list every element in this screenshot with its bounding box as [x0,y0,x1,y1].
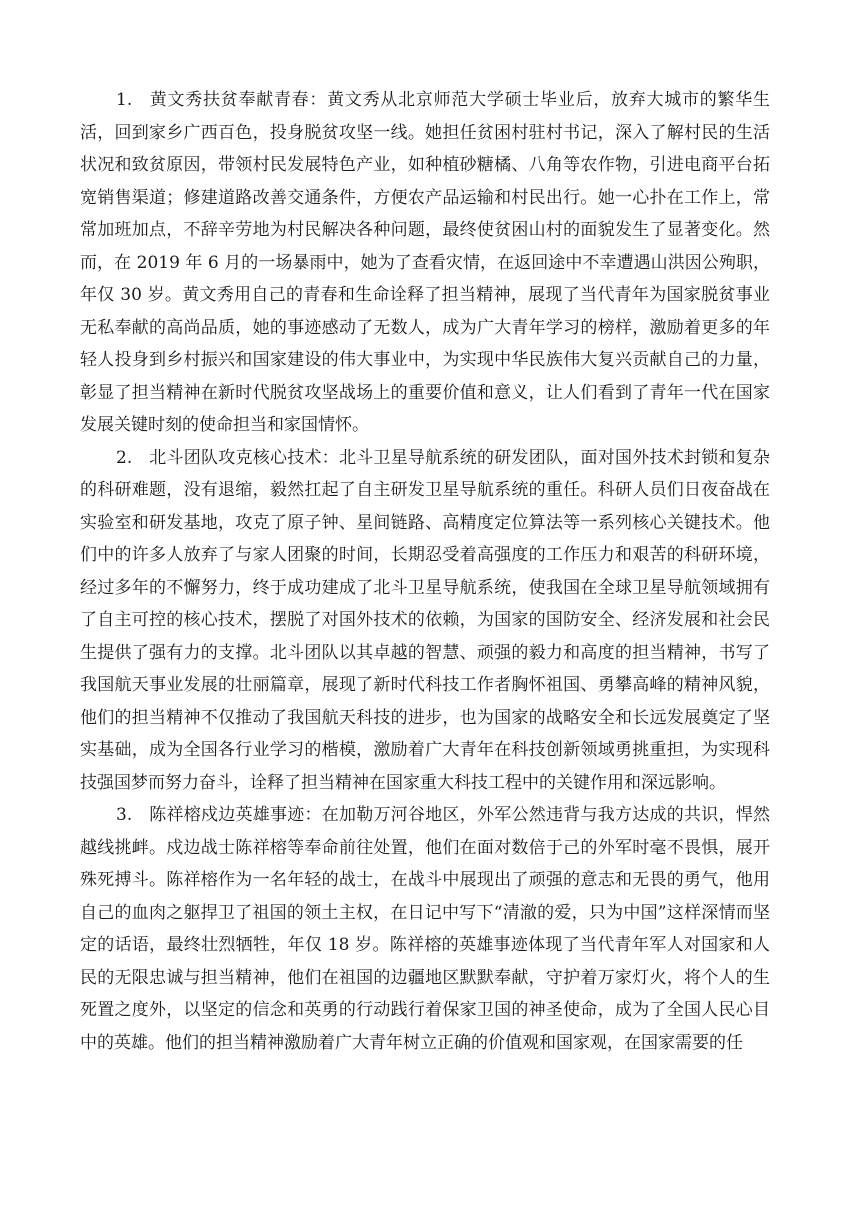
paragraph-3 [80,799,770,1059]
paragraph-1 [80,84,770,442]
document-page [80,84,770,1059]
paragraph-number: 3. [116,805,133,825]
paragraph-text: 黄文秀扶贫奉献青春：黄文秀从北京师范大学硕士毕业后，放弃大城市的繁华生活，回到家乡广西百色，投身脱贫攻坚一线。她担任贫困村驻村书记，深入了解村民的生活状况和致贫原因，带领村民发展特色产业，如种植砂糖橘、八角等农作物，引进电商平台拓宽销售渠道；修建道路改善交通条件，方便农产品运输和村民出行。她一心扑在工作上，常常加班加点，不辞辛劳地为村民解决各种问题，最终使贫困山村的面貌发生了显著变化。然而，在 2019 年 6 月的一场暴雨中，她为了查看灾情，在返回途中不幸遭遇山洪因公殉职，年仅 30 岁。黄文秀用自己的青春和生命诠释了担当精神，展现了当代青年为国家脱贫事业无私奉献的高尚品质，她的事迹感动了无数人，成为广大青年学习的榜样，激励着更多的年轻人投身到乡村振兴和国家建设的伟大事业中，为实现中华民族伟大复兴贡献自己的力量，彰显了担当精神在新时代脱贫攻坚战场上的重要价值和意义，让人们看到了青年一代在国家发展关键时刻的使命担当和家国情怀。 [80,90,770,435]
paragraph-number: 1. [116,90,133,110]
paragraph-2 [80,442,770,800]
paragraph-text: 北斗团队攻克核心技术：北斗卫星导航系统的研发团队，面对国外技术封锁和复杂的科研难题，没有退缩，毅然扛起了自主研发卫星导航系统的重任。科研人员们日夜奋战在实验室和研发基地，攻克了原子钟、星间链路、高精度定位算法等一系列核心关键技术。他们中的许多人放弃了与家人团聚的时间，长期忍受着高强度的工作压力和艰苦的科研环境，经过多年的不懈努力，终于成功建成了北斗卫星导航系统，使我国在全球卫星导航领域拥有了自主可控的核心技术，摆脱了对国外技术的依赖，为国家的国防安全、经济发展和社会民生提供了强有力的支撑。北斗团队以其卓越的智慧、顽强的毅力和高度的担当精神，书写了我国航天事业发展的壮丽篇章，展现了新时代科技工作者胸怀祖国、勇攀高峰的精神风貌，他们的担当精神不仅推动了我国航天科技的进步，也为国家的战略安全和长远发展奠定了坚实基础，成为全国各行业学习的楷模，激励着广大青年在科技创新领域勇挑重担，为实现科技强国梦而努力奋斗，诠释了担当精神在国家重大科技工程中的关键作用和深远影响。 [80,447,770,793]
paragraph-text: 陈祥榕戍边英雄事迹：在加勒万河谷地区，外军公然违背与我方达成的共识，悍然越线挑衅。戍边战士陈祥榕等奉命前往处置，他们在面对数倍于己的外军时毫不畏惧，展开殊死搏斗。陈祥榕作为一名年轻的战士，在战斗中展现出了顽强的意志和无畏的勇气，他用自己的血肉之躯捍卫了祖国的领土主权，在日记中写下“清澈的爱，只为中国”这样深情而坚定的话语，最终壮烈牺牲，年仅 18 岁。陈祥榕的英雄事迹体现了当代青年军人对国家和人民的无限忠诚与担当精神，他们在祖国的边疆地区默默奉献，守护着万家灯火，将个人的生死置之度外，以坚定的信念和英勇的行动践行着保家卫国的神圣使命，成为了全国人民心目中的英雄。他们的担当精神激励着广大青年树立正确的价值观和国家观，在国家需要的任 [80,805,770,1053]
paragraph-number: 2. [116,447,133,468]
